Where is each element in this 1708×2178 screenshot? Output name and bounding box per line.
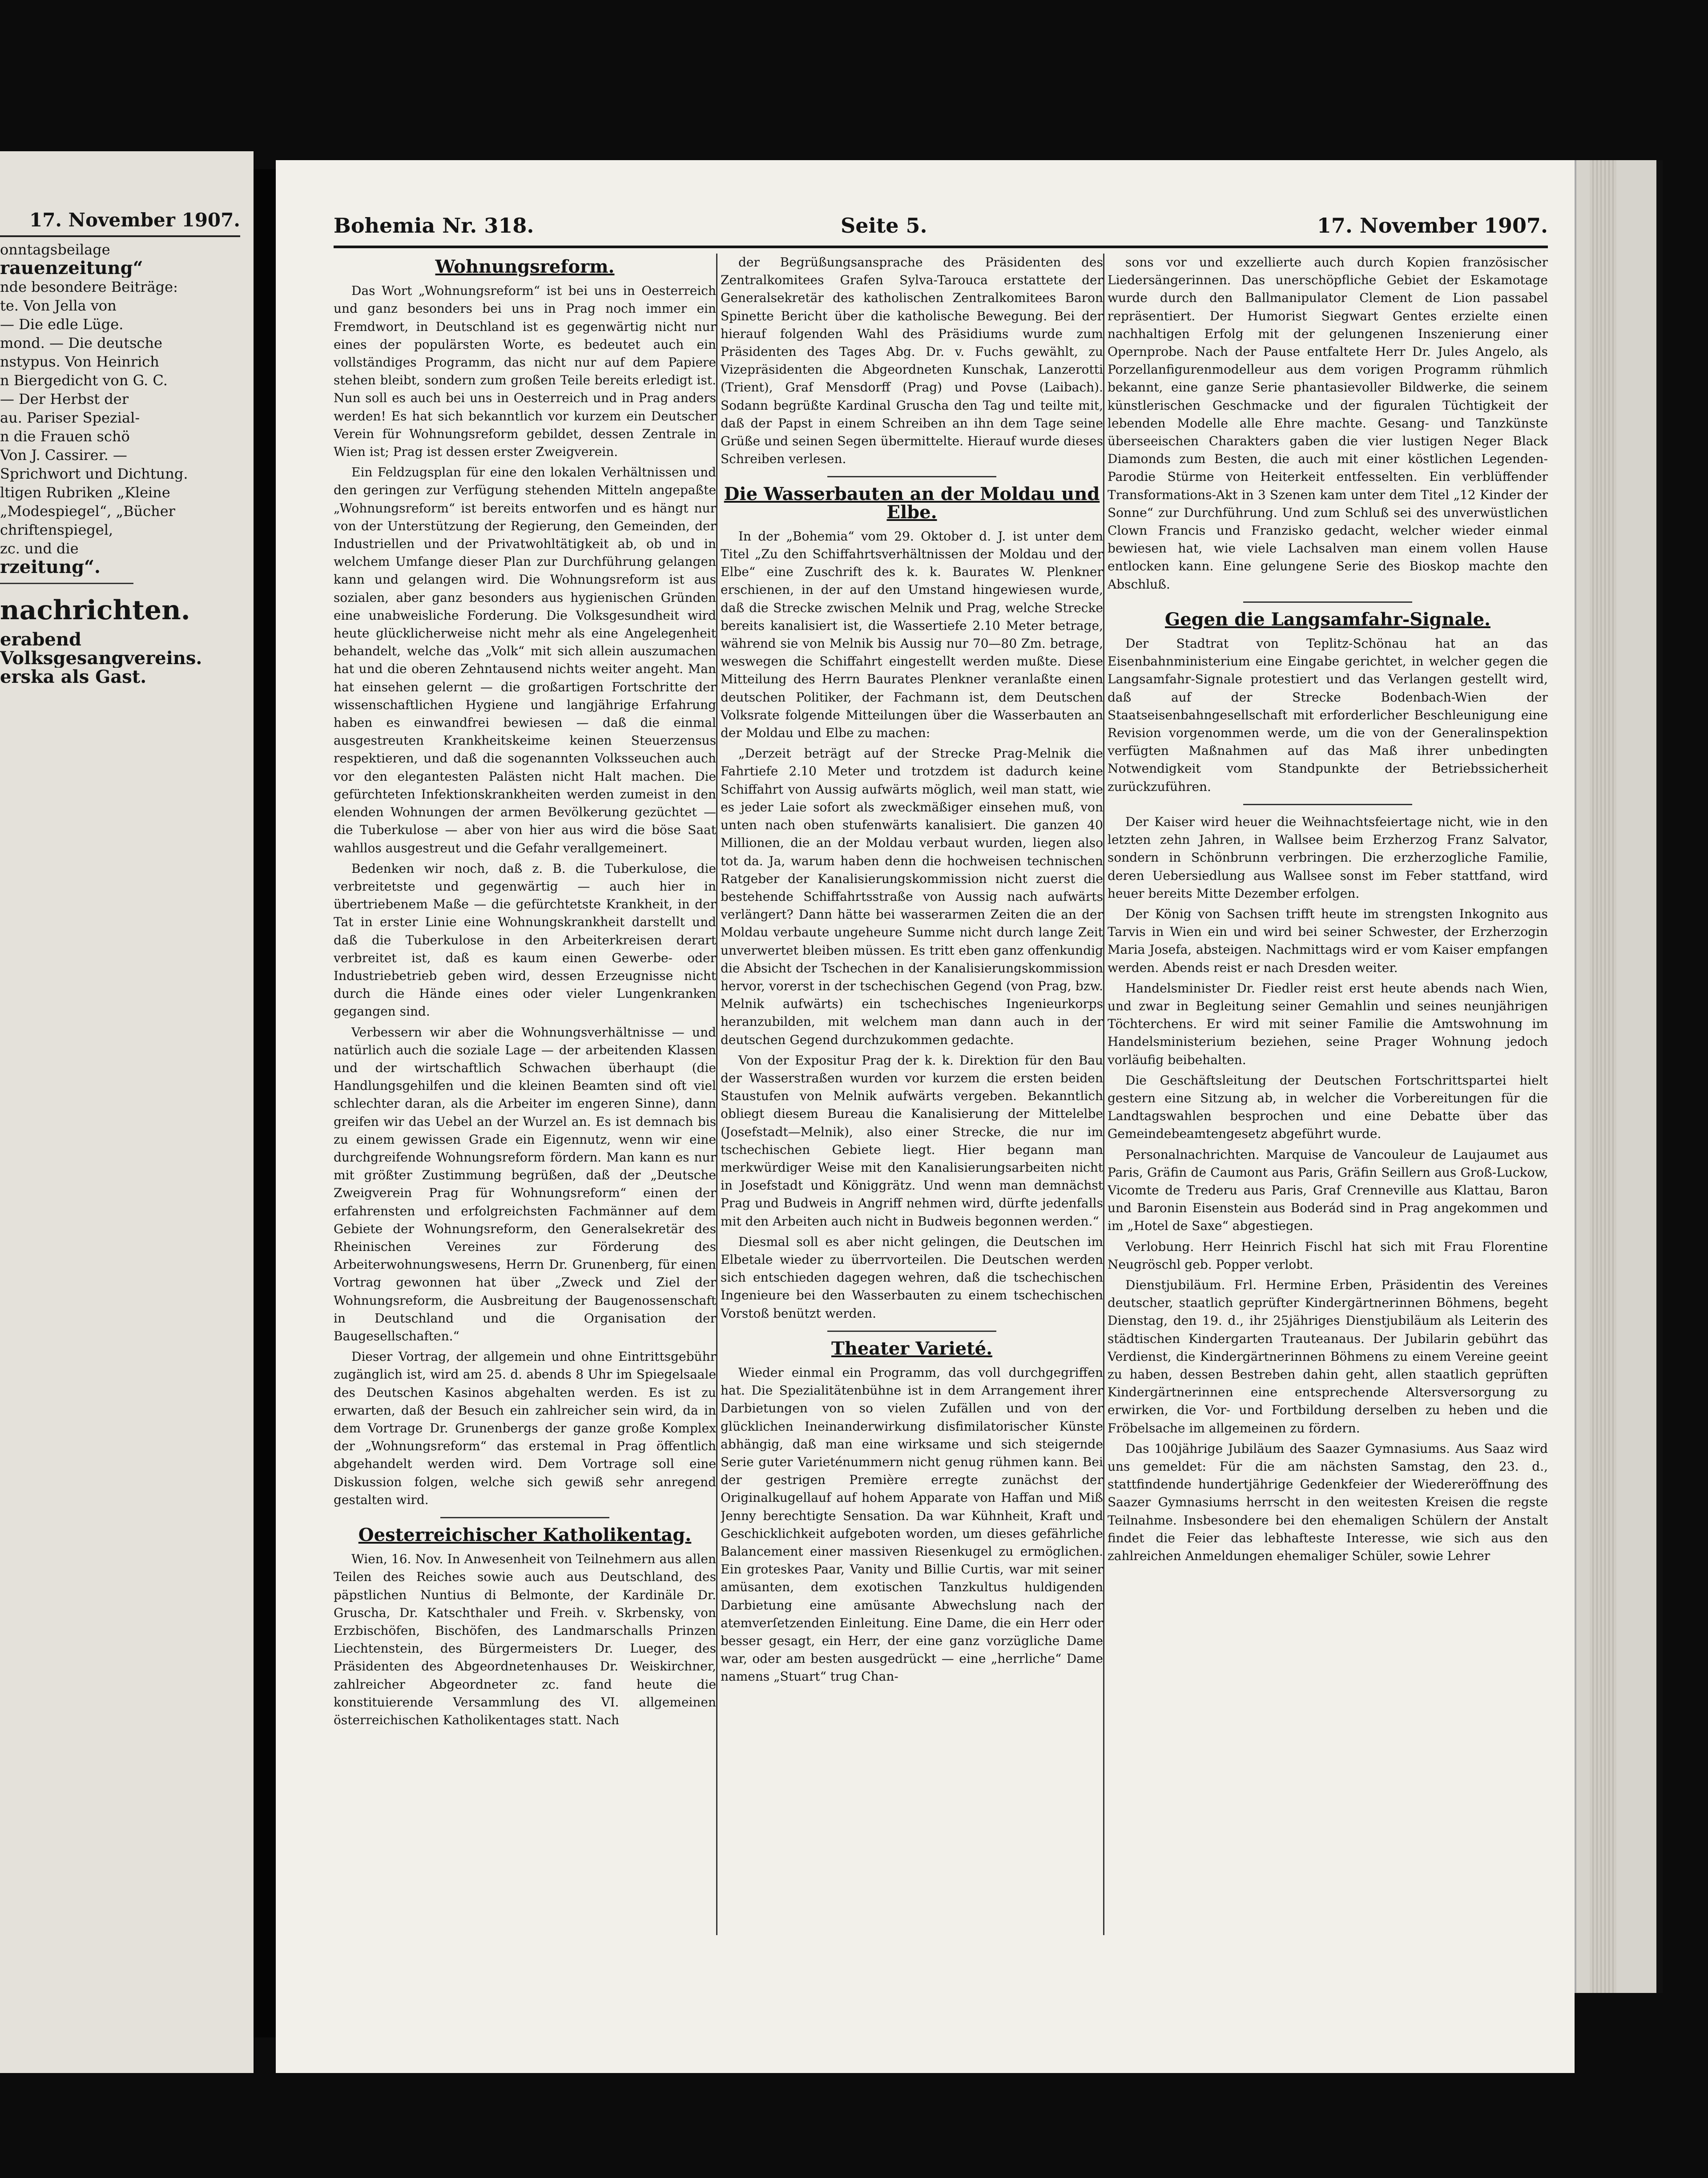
left-line: te. Von Jella von	[0, 297, 117, 314]
column-1	[334, 254, 716, 2033]
article-title: Die Wasserbauten an der Moldau und Elbe.	[724, 484, 1100, 523]
paragraph: Der Stadtrat von Teplitz-Schönau hat an das Eisenbahnministerium eine Eingabe gerichtet, in welcher gegen die Langsamfahr-Signale protestiert und das Verlangen gestellt wird, daß auf der Strecke Bodenbach-Wien der Staatseisenbahngesellschaft mit erforderlicher Beschleunigung eine Revision vorgenommen werde, um die von der Generalinspektion verfügten Maßnahmen auf das Maß ihrer unbedingten Notwendigkeit vom Standpunkte der Betriebssicherheit zurückzuführen.	[1108, 636, 1548, 794]
left-subline: erska als Gast.	[0, 668, 147, 686]
paragraph: Wien, 16. Nov. In Anwesenheit von Teilnehmern aus allen Teilen des Reiches sowie auch aus Deutschland, des päpstlichen Nuntius di Belmonte, der Kardinäle Dr. Gruscha, Dr. Katschthaler und Freih. v. Skrbensky, von Erzbischöfen, Bischöfen, des Landmarschalls Prinzen Liechtenstein, des Bürgermeisters Dr. Lueger, des Präsidenten des Abgeordnetenhauses Dr. Weiskirchner, zahlreicher Abgeordneter zc. fand heute die konstituierende Versammlung des VI. allgemeinen österreichischen Katholikentages statt. Nach	[334, 1552, 716, 1728]
newspaper-page	[276, 160, 1575, 2073]
left-line: mond. — Die deutsche	[0, 335, 162, 351]
news-item: Der König von Sachsen trifft heute im strengsten Inkognito aus Tarvis in Wien ein und wird bei seiner Schwester, der Erzherzogin Maria Josefa, absteigen. Nachmittags wird er vom Kaiser empfangen werden. Abends reist er nach Dresden weiter.	[1108, 906, 1548, 975]
article-separator	[1243, 804, 1412, 805]
left-line: n Biergedicht von G. C.	[0, 372, 168, 389]
paragraph: In der „Bohemia“ vom 29. Oktober d. J. ist unter dem Titel „Zu den Schiffahrtsverhältnissen der Moldau und der Elbe“ eine Zuschrift des k. k. Baurates W. Plenkner erschienen, in der auf den Umstand hingewiesen wurde, daß die Strecke zwischen Melnik und Prag, welche Strecke bereits kanalisiert ist, die Wassertiefe 2.10 Meter betrage, während sie von Melnik bis Aussig nur 70—80 Zm. betrage, weswegen die Schiffahrt eingestellt werden mußte. Diese Mitteilung des Herrn Baurates Plenkner veranlaßte einen deutschen Politiker, der Fachmann ist, dem Deutschen Volksrate folgende Mitteilungen über die Wasserbauten an der Moldau und Elbe zu machen:	[721, 528, 1103, 741]
header-rule	[334, 246, 1548, 248]
article-separator	[1243, 601, 1412, 603]
left-page-fragment	[0, 151, 254, 2073]
page-number: Seite 5.	[841, 214, 927, 238]
paragraph: Von der Expositur Prag der k. k. Direktion für den Bau der Wasserstraßen wurden vor kurzem die ersten beiden Staustufen von Melnik aufwärts vergeben. Bekanntlich obliegt diesem Bureau die Kanalisierung der Mittelelbe (Josefstadt—Melnik), also einer Strecke, die nur im tschechischen Gebiete liegt. Hier begann man merkwürdiger Weise mit den Kanalisierungsarbeiten nicht in Josefstadt und Königgrätz. Und wenn man demnächst Prag und Budweis in Angriff nehmen wird, dürfte jedenfalls mit den Arbeiten auch nicht in Budweis begonnen werden.“	[721, 1053, 1103, 1229]
paragraph: Diesmal soll es aber nicht gelingen, die Deutschen im Elbetale wieder zu überrvorteilen. Die Deutschen werden sich entschieden dagegen wehren, daß die tschechischen Ingenieure bei den Wasserbauten zu einem tschechischen Vorstoß benützt werden.	[721, 1234, 1103, 1321]
left-line: — Die edle Lüge.	[0, 316, 124, 333]
running-head-left: Bohemia Nr. 318.	[334, 214, 534, 238]
left-line: — Der Herbst der	[0, 391, 129, 407]
paragraph: Wieder einmal ein Programm, das voll durchgegriffen hat. Die Spezialitätenbühne ist in dem Arrangement ihrer Darbietungen von so vielen Zufällen und von der glücklichen Ineinanderwirkung disfimilatorischer Künste abhängig, daß man eine wirksame und sich steigernde Serie guter Varieténummern nicht genug rühmen kann. Bei der gestrigen Première erregte zunächst der Originalkugellauf auf hohem Apparate von Haffan und Miß Jenny berechtigte Sensation. Da war Kühnheit, Kraft und Geschicklichkeit aufgeboten worden, um dieses gefährliche Balancement einer massiven Riesenkugel zu ermöglichen. Ein groteskes Paar, Vanity und Billie Curtis, war mit seiner amüsanten, dem exotischen Tanzkultus huldigenden Darbietung eine amüsante Abwechslung nach der atemverſetzenden Einleitung. Eine Dame, die ein Herr oder besser gesagt, ein Herr, der eine ganz vorzügliche Dame war, oder am besten ausgedrückt — eine „herrliche“ Dame namens „Stuart“ trug Chan-	[721, 1365, 1103, 1684]
paragraph: Bedenken wir noch, daß z. B. die Tuberkulose, die verbreitetste und gegenwärtig — auch hier in übertriebenem Maße — die gefürchtetste Krankheit, in der Tat in erster Linie eine Wohnungskrankheit darstellt und daß die Tuberkulose in den Arbeiterkreisen derart verbreitet ist, daß es kaum einen Gewerbe- oder Industriebetrieb geben wird, dessen Erzeugnisse nicht durch die Hände eines oder vieler Lungenkranken gegangen sind.	[334, 861, 716, 1019]
news-item: Handelsminister Dr. Fiedler reist erst heute abends nach Wien, und zwar in Begleitung seiner Gemahlin und seines neunjährigen Töchterchens. Er wird mit seiner Familie die Amtswohnung im Handelsministerium beziehen, seine Prager Wohnung jedoch vorläufig beibehalten.	[1108, 980, 1548, 1067]
article-title: Oesterreichischer Katholikentag.	[358, 1525, 692, 1546]
paragraph: Ein Feldzugsplan für eine den lokalen Verhältnissen und den geringen zur Verfügung stehenden Mitteln angepaßte „Wohnungsreform“ ist bereits entworfen und es hängt nur von der Unterstützung der Regierung, den Gemeinden, der Industriellen und der Privatwohltätigkeit ab, ob und in welchem Umfange dieser Plan zur Durchführung gelangen kann und gelangen wird. Die Wohnungsreform ist aus sozialen, aber ganz besonders aus hygienischen Gründen eine unabweisliche Forderung. Die Volksgesundheit wird heute glücklicherweise nicht mehr als eine Angelegenheit behandelt, welche das „Volk“ mit sich allein auszumachen hat und die oberen Zehntausend nichts weiter angeht. Man hat einsehen gelernt — die großartigen Fortschritte der wissenschaftlichen Hygiene und langjährige Erfahrung haben es einwandfrei bewiesen — daß die einmal ausgestreuten Krankheitskeime keinen Steuerzensus respektieren, und daß die sogenannten Volksseuchen auch vor den elegantesten Palästen nicht Halt machen. Die gefürchteten Infektionskrankheiten werden zumeist in den elenden Wohnungen der armen Bevölkerung gezüchtet — die Tuberkulose — aber von hier aus wird die böse Saat wahllos ausgestreut und die Gefahr verallgemeinert.	[334, 465, 716, 855]
column-2	[721, 254, 1103, 2033]
news-item: Dienstjubiläum. Frl. Hermine Erben, Präsidentin des Vereines deutscher, staatlich geprüfter Kindergärtnerinnen Böhmens, begeht Dienstag, den 19. d., ihr 25jähriges Dienstjubiläum als Leiterin des städtischen Kindergarten Trauteanaus. Der Jubilarin gebührt das Verdienst, die Kindergärtnerinnen Böhmens zu einem Vereine geeint zu haben, dessen Bestreben dahin geht, allen staatlich geprüften Kindergärtnerinnen eine entsprechende Altersversorgung zu erwirken, die Vor- und Fortbildung derselben zu heben und die Fröbelsache im allgemeinen zu fördern.	[1108, 1277, 1548, 1436]
left-line: n die Frauen schö	[0, 428, 130, 445]
news-item: Verlobung. Herr Heinrich Fischl hat sich mit Frau Florentine Neugröschl geb. Popper verlobt.	[1108, 1239, 1548, 1272]
left-line: rzeitung“.	[0, 558, 101, 577]
article-separator	[827, 1331, 996, 1332]
left-line: ltigen Rubriken „Kleine	[0, 484, 170, 501]
left-line: Sprichwort und Dichtung.	[0, 465, 188, 482]
left-line: „Modespiegel“, „Bücher	[0, 503, 175, 520]
left-page-lines	[0, 240, 240, 686]
news-item: Das 100jährige Jubiläum des Saazer Gymnasiums. Aus Saaz wird uns gemeldet: Für die am nächsten Samstag, den 23. d., stattfindende hundertjährige Gedenkfeier der Wiedereröffnung des Saazer Gymnasiums herrscht in den weitesten Kreisen die regste Teilnahme. Insbesondere bei den ehemaligen Schülern der Anstalt findet die Feier das lebhafteste Interesse, wie sich aus den zahlreichen Anmeldungen ehemaliger Schüler, sowie Lehrer	[1108, 1441, 1548, 1564]
left-line: onntagsbeilage	[0, 241, 110, 258]
news-item: Der Kaiser wird heuer die Weihnachtsfeiertage nicht, wie in den letzten zehn Jahren, in Wallsee beim Erzherzog Franz Salvator, sondern in Schönbrunn verbringen. Die erzherzogliche Familie, deren Uebersiedlung aus Wallsee sonst im Feber stattfand, wird heuer bereits Mitte Dezember erfolgen.	[1108, 814, 1548, 901]
left-subline: erabend	[0, 630, 81, 649]
paragraph: der Begrüßungsansprache des Präsidenten des Zentralkomitees Grafen Sylva-Tarouca erstattete der Generalsekretär des katholischen Zentralkomitees Baron Spinette Bericht über die katholische Bewegung. Bei der hierauf folgenden Wahl des Präsidiums wurde zum Präsidenten des Tages Abg. Dr. v. Fuchs gewählt, zu Vizepräsidenten die Abgeordneten Kunschak, Lanzerotti (Trient), Graf Mensdorff (Prag) und Povse (Laibach). Sodann begrüßte Kardinal Gruscha den Tag und teilte mit, daß der Papst in einem Schreiben an ihn dem Tage seine Grüße und seinen Segen übermittelte. Hierauf wurde dieses Schreiben verlesen.	[721, 255, 1103, 467]
left-line: au. Pariser Spezial-	[0, 409, 140, 426]
article-separator	[440, 1517, 609, 1518]
column-rule	[1103, 254, 1104, 1935]
article-title: Wohnungsreform.	[435, 256, 615, 277]
news-item: Die Geschäftsleitung der Deutschen Fortschrittspartei hielt gestern eine Sitzung ab, in welcher die Vorbereitungen für die Landtagswahlen besprochen und eine Debatte über das Gemeindebeamtengesetz abgeführt wurde.	[1108, 1073, 1548, 1141]
left-line: nde besondere Beiträge:	[0, 278, 178, 295]
left-line: chriftenspiegel,	[0, 521, 113, 538]
left-subline: Volksgesangvereins.	[0, 649, 202, 668]
left-page-header: 17. November 1907.	[0, 209, 240, 237]
left-section-title: nachrichten.	[0, 595, 190, 626]
paragraph: sons vor und exzellierte auch durch Kopien französischer Liedersängerinnen. Das unerschöpfliche Gebiet der Eskamotage wurde durch den Ballmanipulator Clement de Lion passabel repräsentiert. Der Humorist Siegwart Gentes erzielte einen nachhaltigen Erfolg mit der gelungenen Inszenierung einer Opernprobe. Nach der Pause entfaltete Herr Dr. Jules Angelo, als Porzellanfigurenmodelleur aus dem vorigen Programm rühmlich bekannt, eine ganze Serie phantasievoller Bildwerke, die seinem künstlerischen Geschmacke und der figuralen Tüchtigkeit der lebenden Modelle alle Ehre machte. Gesang- und Tanzkünste überseeischen Charakters gaben die vier lustigen Neger Black Diamonds zum Besten, die auch mit einer köstlichen Legenden-Parodie Stürme von Heiterkeit entfesselten. Ein verblüffender Transformations-Akt in 3 Szenen kam unter dem Titel „12 Kinder der Sonne“ zur Durchführung. Und zum Schluß sei des unverwüstlichen Clown Francis und Franzisko gedacht, welcher wieder einmal bewiesen hat, wie viele Lachsalven man einem vollen Hause entlocken kann. Eine gelungene Serie des Bioskop machte den Abschluß.	[1108, 255, 1548, 592]
article-title: Theater Varieté.	[831, 1338, 992, 1359]
article-separator	[827, 476, 996, 477]
left-line: rauenzeitung“	[0, 259, 143, 278]
column-3	[1108, 254, 1548, 2033]
page-stack-edge	[1575, 160, 1663, 1993]
left-line: Von J. Cassirer. —	[0, 447, 127, 464]
paragraph: Verbessern wir aber die Wohnungsverhältnisse — und natürlich auch die soziale Lage — der arbeitenden Klassen und der wirtschaftlich Schwachen überhaupt (die Handlungsgehilfen und die kleinen Beamten sind oft viel schlechter daran, als die Arbeiter im engeren Sinne), dann greifen wir das Uebel an der Wurzel an. Es ist demnach bis zu einem gewissen Grade ein Eigennutz, wenn wir eine durchgreifende Wohnungsreform fördern. Man kann es nur mit größter Zustimmung begrüßen, daß der „Deutsche Zweigverein Prag für Wohnungsreform“ einen der erfahrensten und erfolgreichsten Fachmänner auf dem Gebiete der Wohnungsreform, den Generalsekretär des Rheinischen Vereines zur Förderung des Arbeiterwohnungswesens, Herrn Dr. Grunenberg, für einen Vortrag gewonnen hat über „Zweck und Ziel der Wohnungsreform, die Ausbreitung der Baugenossenschaft in Deutschland und die Organisation der Baugesellschaften.“	[334, 1024, 716, 1343]
news-item: Personalnachrichten. Marquise de Vancouleur de Laujaumet aus Paris, Gräfin de Caumont aus Paris, Gräfin Seillern aus Groß-Luckow, Vicomte de Trederu aus Paris, Graf Crenneville aus Klattau, Baron und Baronin Eisenstein aus Boderád sind in Prag angekommen und im „Hotel de Saxe“ abgestiegen.	[1108, 1147, 1548, 1234]
running-head-date: 17. November 1907.	[1317, 214, 1548, 238]
left-divider	[0, 583, 133, 584]
left-line: zc. und die	[0, 540, 79, 557]
running-head	[334, 214, 1548, 245]
left-line: nstypus. Von Heinrich	[0, 353, 159, 370]
column-rule	[716, 254, 717, 1935]
paragraph: „Derzeit beträgt auf der Strecke Prag-Melnik die Fahrtiefe 2.10 Meter und trotzdem ist dadurch keine Schiffahrt von Aussig aufwärts möglich, weil man statt, wie es jeder Laie sofort als zweckmäßiger einsehen muß, von unten nach oben stufenwärts kanalisiert. Die ganzen 40 Millionen, die an der Moldau verbaut wurden, liegen also tot da. Ja, warum haben denn die hochweisen technischen Ratgeber der Kanalisierungskommission nicht zuerst die bestehende Schiffahrtsstraße von Aussig nach aufwärts verlängert? Dann hätte bei wasserarmen Zeiten die an der Moldau verbaute ungeheure Summe nicht durch lange Zeit unverwertet bleiben müssen. Es tritt eben ganz offenkundig die Absicht der Tschechen in der Kanalisierungskommission hervor, vorerst in der tschechischen Gegend (von Prag, bzw. Melnik aufwärts) ein tschechisches Ingenieurkorps heranzubilden, mit welchem man dann auch in der deutschen Gegend durchzukommen gedachte.	[721, 746, 1103, 1047]
paragraph: Das Wort „Wohnungsreform“ ist bei uns in Oesterreich und ganz besonders bei uns in Prag noch immer ein Fremdwort, in Deutschland ist es gegenwärtig nicht nur eines der populärsten Worte, es bedeutet auch ein vollständiges Programm, das nicht nur auf dem Papiere stehen bleibt, sondern zum großen Teile bereits erledigt ist. Nun soll es auch bei uns in Oesterreich und in Prag anders werden! Es hat sich bekanntlich vor kurzem ein Deutscher Verein für Wohnungsreform gebildet, dessen Zentrale in Wien ist; Prag ist dessen erster Zweigverein.	[334, 283, 716, 460]
paragraph: Dieser Vortrag, der allgemein und ohne Eintrittsgebühr zugänglich ist, wird am 25. d. abends 8 Uhr im Spiegelsaale des Deutschen Kasinos abgehalten werden. Es ist zu erwarten, daß der Besuch ein zahlreicher sein wird, da in dem Vortrage Dr. Grunenbergs der ganze große Komplex der „Wohnungsreform“ das erstemal in Prag öffentlich abgehandelt werden wird. Dem Vortrage soll eine Diskussion folgen, welche sich gewiß sehr anregend gestalten wird.	[334, 1349, 716, 1507]
article-title: Gegen die Langsamfahr-Signale.	[1165, 609, 1490, 630]
